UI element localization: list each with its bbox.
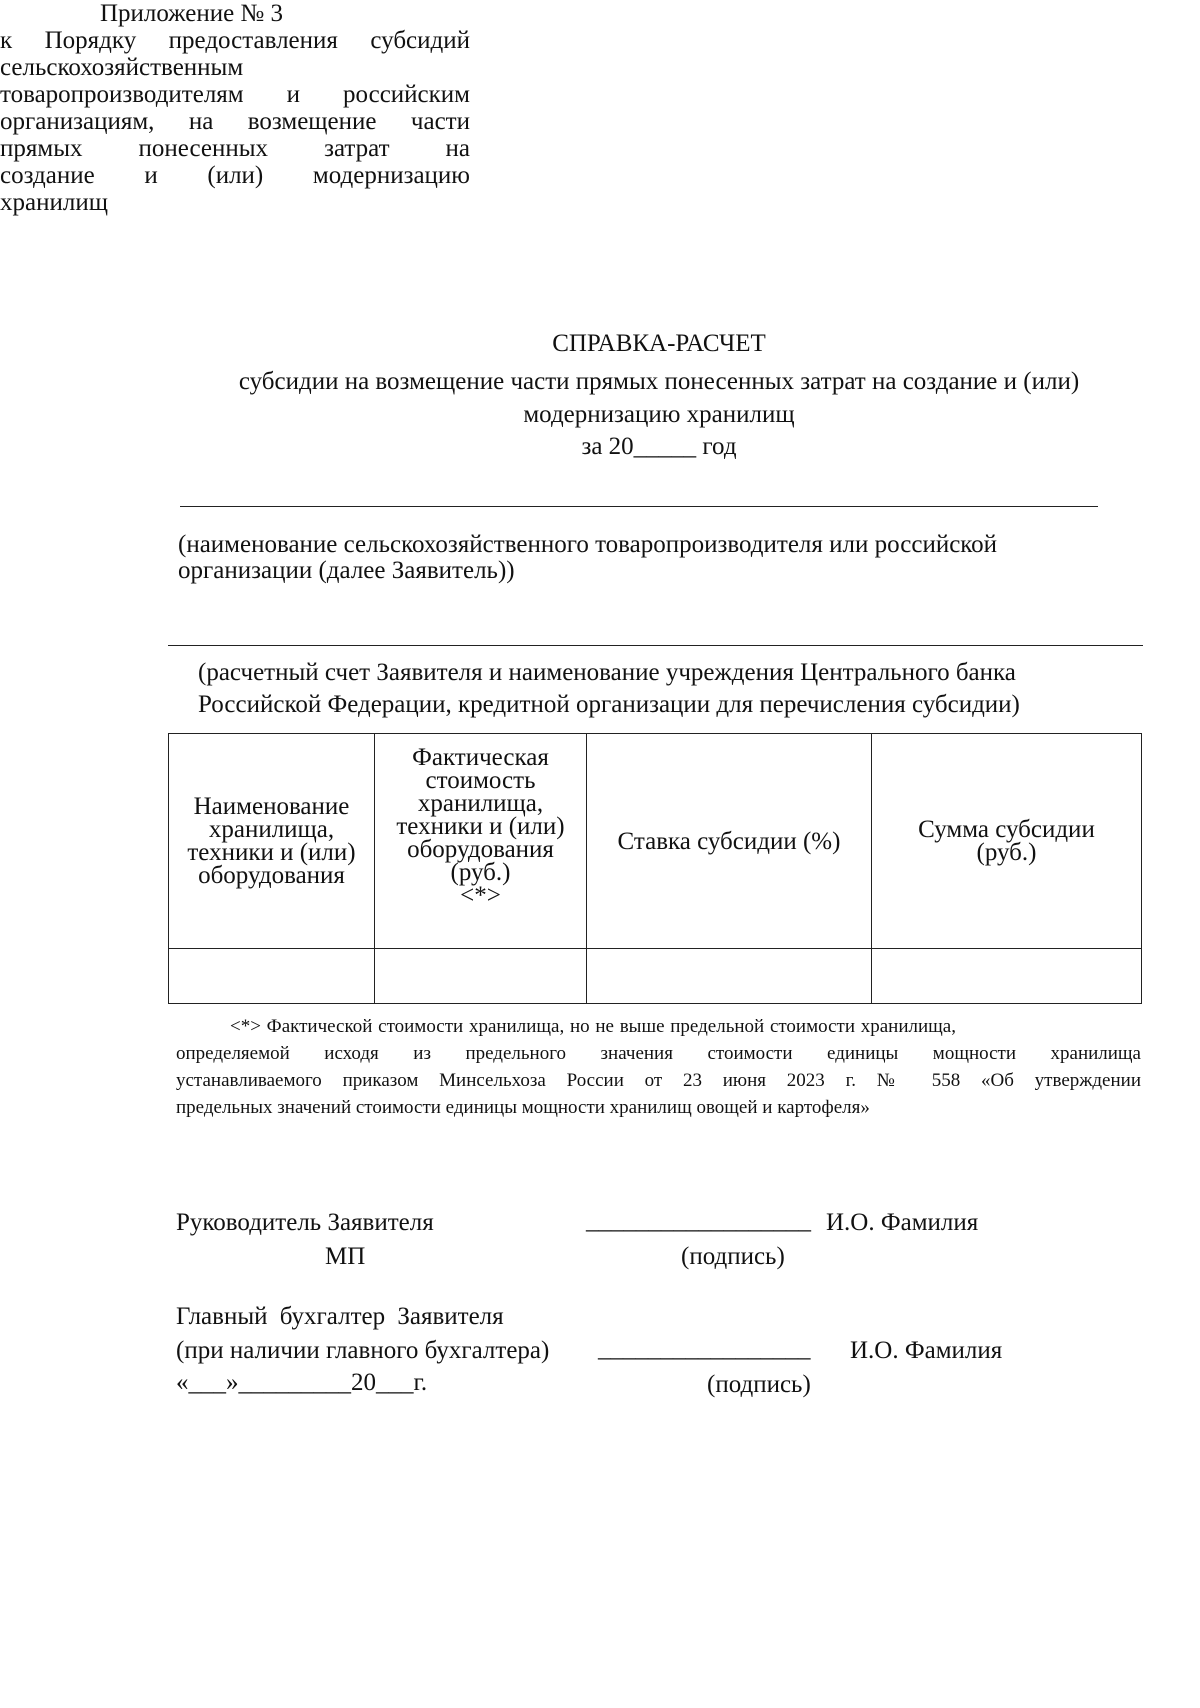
accountant-label-note: (при наличии главного бухгалтера) — [176, 1337, 550, 1364]
appendix-line: прямых понесенных затрат на — [0, 135, 470, 162]
footnote-line: устанавливаемого приказом Минсельхоза России от 23 июня 2023 г. № 558 «Об утверждении — [176, 1070, 1141, 1091]
date-line[interactable]: «___»_________20___г. — [176, 1369, 428, 1396]
header-storage-name: Наименование хранилища, техники и (или) оборудования — [169, 734, 375, 949]
appendix-line: к Порядку предоставления субсидий — [0, 27, 470, 54]
signature-caption: (подпись) — [707, 1371, 811, 1398]
table-cell[interactable] — [169, 949, 375, 1004]
document-subtitle-line: субсидии на возмещение части прямых понесенных затрат на создание и (или) — [238, 368, 1080, 395]
accountant-name: И.О. Фамилия — [850, 1337, 1003, 1364]
appendix-line: сельскохозяйственным — [0, 54, 244, 81]
year-line: за 20_____ год — [581, 433, 737, 460]
footnote-line: предельных значений стоимости единицы мощности хранилищ овощей и картофеля» — [176, 1097, 870, 1118]
account-caption-line: (расчетный счет Заявителя и наименование учреждения Центрального банка — [198, 659, 1016, 686]
appendix-line: хранилищ — [0, 189, 108, 216]
account-caption-line: Российской Федерации, кредитной организации для перечисления субсидии) — [198, 691, 1020, 718]
header-subsidy-rate: Ставка субсидии (%) — [587, 734, 872, 949]
stamp-place: МП — [325, 1243, 366, 1270]
appendix-line: создание и (или) модернизацию — [0, 162, 470, 189]
table-row — [169, 949, 1142, 1004]
appendix-line: организациям, на возмещение части — [0, 108, 470, 135]
footnote-line: <*> Фактической стоимости хранилища, но не выше предельной стоимости хранилища, — [230, 1016, 956, 1037]
head-label: Руководитель Заявителя — [176, 1209, 434, 1236]
header-actual-cost: Фактическая стоимость хранилища, техники и (или) оборудования (руб.) <*> — [375, 734, 587, 949]
signature-caption: (подпись) — [681, 1243, 785, 1270]
document-subtitle-line: модернизацию хранилищ — [523, 401, 795, 428]
applicant-caption-line: организации (далее Заявитель)) — [178, 557, 515, 584]
bank-account-line — [168, 645, 1143, 646]
head-signature-blank[interactable]: __________________ — [586, 1207, 811, 1234]
footnote — [176, 1013, 1141, 1121]
table-cell[interactable] — [375, 949, 587, 1004]
applicant-name-line — [180, 506, 1098, 507]
accountant-label: Главный бухгалтер Заявителя — [176, 1303, 504, 1330]
calculation-table — [168, 733, 1142, 1004]
appendix-title: Приложение № 3 — [100, 0, 284, 27]
table-cell[interactable] — [587, 949, 872, 1004]
applicant-caption-line: (наименование сельскохозяйственного товаропроизводителя или российской — [178, 531, 998, 558]
footnote-line: определяемой исходя из предельного значения стоимости единицы мощности хранилища — [176, 1043, 1141, 1064]
accountant-signature-blank[interactable]: _________________ — [598, 1335, 811, 1362]
table-header-row — [169, 734, 1142, 949]
document-title: СПРАВКА-РАСЧЕТ — [552, 330, 766, 357]
header-subsidy-amount: Сумма субсидии (руб.) — [872, 734, 1142, 949]
appendix-line: товаропроизводителям и российским — [0, 81, 470, 108]
table-cell[interactable] — [872, 949, 1142, 1004]
head-name: И.О. Фамилия — [826, 1209, 979, 1236]
appendix-block — [0, 0, 470, 216]
